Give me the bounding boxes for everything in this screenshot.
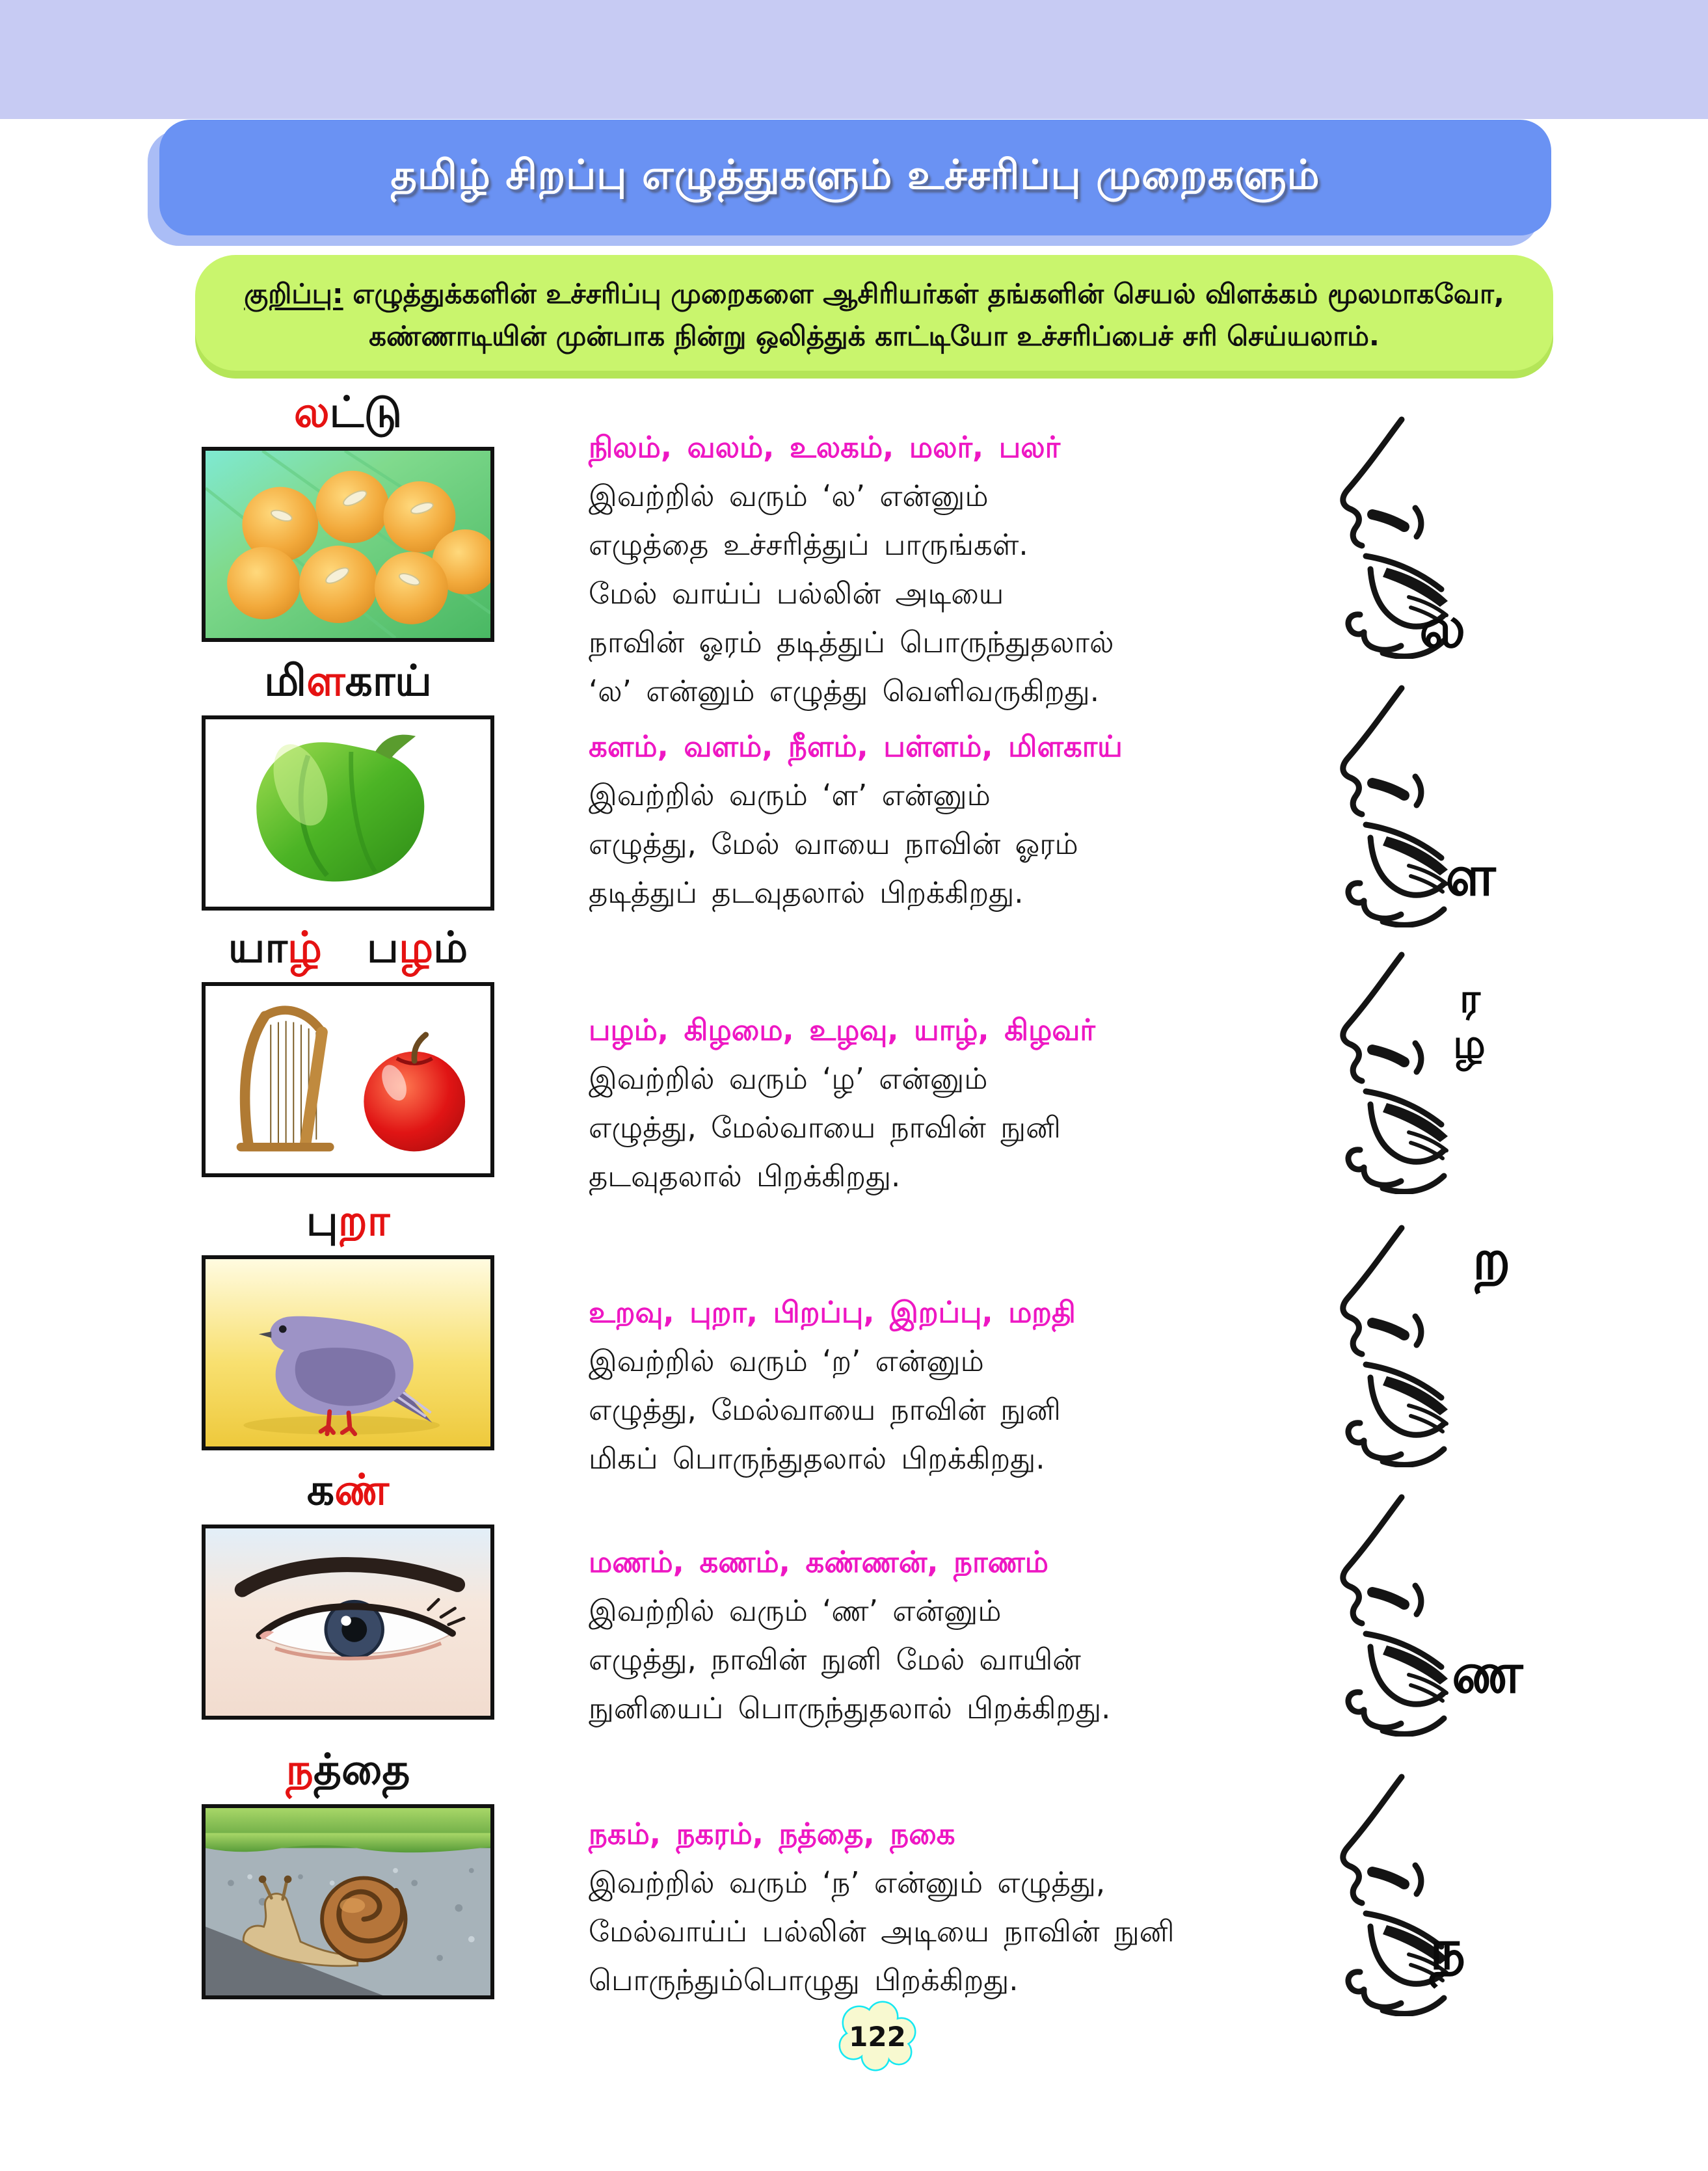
body-line: எழுத்து, நாவின் நுனி மேல் வாயின் xyxy=(589,1642,1081,1677)
body-line: எழுத்தை உச்சரித்துப் பாருங்கள். xyxy=(589,527,1028,562)
heading-part: மி xyxy=(264,656,307,706)
body-line: எழுத்து, மேல்வாயை நாவின் நுனி xyxy=(589,1392,1061,1427)
snail-photo xyxy=(202,1804,494,1999)
heading-part: ட்டு xyxy=(329,387,403,437)
heading-part: ழ xyxy=(399,922,434,972)
mouth-diagram xyxy=(1268,1763,1574,2023)
body-line: இவற்றில் வரும் ‘ள’ என்னும் xyxy=(589,778,991,812)
diagram-letter: ண xyxy=(1452,1641,1523,1706)
heading-part: ழ் xyxy=(287,922,322,972)
section-na xyxy=(0,1744,1708,2024)
diagram-letter: ற xyxy=(1473,1227,1511,1292)
body-line: தடவுதலால் பிறக்கிறது. xyxy=(589,1159,901,1193)
heading-part: ந xyxy=(286,1744,314,1794)
body-line: இவற்றில் வரும் ‘ற’ என்னும் xyxy=(589,1344,984,1378)
laddu-photo xyxy=(202,447,494,642)
mouth-diagram xyxy=(1268,1483,1574,1743)
diagram-letter: ள xyxy=(1445,844,1496,909)
word-heading xyxy=(202,656,494,712)
green-chilli-photo xyxy=(202,715,494,911)
diagram-letter: ழ xyxy=(1453,1020,1486,1067)
body-line: ‘ல’ என்னும் எழுத்து வெளிவருகிறது. xyxy=(589,674,1100,708)
example-words: உறவு, புறா, பிறப்பு, இறப்பு, மறதி xyxy=(589,1295,1076,1329)
body-line: தடித்துப் தடவுதலால் பிறக்கிறது. xyxy=(589,875,1024,910)
heading-part: யா xyxy=(228,922,287,972)
mouth-diagram xyxy=(1268,940,1574,1201)
mouth-diagram xyxy=(1268,674,1574,934)
heading-part: றா xyxy=(338,1195,390,1245)
body-line: நுனியைப் பொருந்துதலால் பிறக்கிறது. xyxy=(589,1691,1111,1725)
example-words: நிலம், வலம், உலகம், மலர், பலர் xyxy=(589,430,1061,464)
section-text xyxy=(589,656,1278,917)
body-line: எழுத்து, மேல் வாயை நாவின் ஓரம் xyxy=(589,827,1078,861)
heading-part: க xyxy=(306,1465,335,1515)
section-lla xyxy=(0,656,1708,935)
section-nna xyxy=(0,1465,1708,1744)
body-line: மேல் வாய்ப் பல்லின் அடியை xyxy=(589,576,1004,611)
heading-part: ம் xyxy=(433,922,468,972)
section-text xyxy=(589,1465,1278,1733)
heading-part: ள xyxy=(306,656,345,706)
heading-part: த்தை xyxy=(313,1744,410,1794)
body-line: மேல்வாய்ப் பல்லின் அடியை நாவின் நுனி xyxy=(589,1914,1175,1949)
word-heading xyxy=(202,1465,494,1521)
example-words: மணம், கணம், கண்ணன், நாணம் xyxy=(589,1545,1049,1579)
note-line-1 xyxy=(244,278,1504,313)
mouth-diagram xyxy=(1268,1214,1574,1474)
eye-photo xyxy=(202,1525,494,1720)
top-lavender-band xyxy=(0,0,1708,119)
note-line-1-text: எழுத்துக்களின் உச்சரிப்பு முறைகளை ஆசிரியர்கள் தங்களின் செயல் விளக்கம் மூலமாகவோ, xyxy=(343,278,1504,310)
page-title: தமிழ் சிறப்பு எழுத்துகளும் உச்சரிப்பு முறைகளும் xyxy=(390,151,1320,198)
heading-part: ண் xyxy=(334,1465,390,1515)
note-line-2: கண்ணாடியின் முன்பாக நின்று ஒலித்துக் காட்டியோ உச்சரிப்பைச் சரி செய்யலாம். xyxy=(369,320,1380,352)
word-heading xyxy=(202,387,494,443)
diagram-letter: ர xyxy=(1460,974,1481,1022)
heading-part: பு xyxy=(306,1195,338,1245)
example-words: நகம், நகரம், நத்தை, நகை xyxy=(589,1817,955,1851)
word-heading xyxy=(202,1744,494,1800)
body-line: பொருந்தும்பொழுது பிறக்கிறது. xyxy=(589,1963,1019,1997)
harp-apple-photo xyxy=(202,982,494,1177)
example-words: களம், வளம், நீளம், பள்ளம், மிளகாய் xyxy=(589,729,1123,764)
body-line: நாவின் ஓரம் தடித்துப் பொருந்துதலால் xyxy=(589,625,1114,659)
mouth-diagram xyxy=(1268,405,1574,665)
section-text xyxy=(589,1744,1278,2005)
body-line: எழுத்து, மேல்வாயை நாவின் நுனி xyxy=(589,1110,1061,1145)
heading-part: ப xyxy=(366,922,399,972)
body-line: இவற்றில் வரும் ‘ழ’ என்னும் xyxy=(589,1061,988,1096)
page-number: 122 xyxy=(849,2021,906,2053)
body-line: இவற்றில் வரும் ‘ல’ என்னும் xyxy=(589,479,989,513)
body-line: இவற்றில் வரும் ‘ந’ என்னும் எழுத்து, xyxy=(589,1865,1106,1900)
note-label: குறிப்பு: xyxy=(244,278,343,310)
section-zha xyxy=(0,922,1708,1202)
heading-part xyxy=(322,928,367,978)
title-banner xyxy=(159,120,1551,235)
diagram-letter: ந xyxy=(1430,1917,1466,1982)
body-line: மிகப் பொருந்துதலால் பிறக்கிறது. xyxy=(589,1441,1045,1476)
heading-part: காய் xyxy=(345,656,432,706)
diagram-letter: ல xyxy=(1419,596,1466,661)
section-text xyxy=(589,922,1278,1201)
page-number-badge xyxy=(834,2001,920,2072)
section-rra xyxy=(0,1195,1708,1475)
pigeon-photo xyxy=(202,1255,494,1450)
example-words: பழம், கிழமை, உழவு, யாழ், கிழவர் xyxy=(589,1013,1095,1047)
body-line: இவற்றில் வரும் ‘ண’ என்னும் xyxy=(589,1593,1002,1628)
word-heading xyxy=(202,922,494,978)
section-text xyxy=(589,1195,1278,1483)
word-heading xyxy=(202,1195,494,1251)
note-box xyxy=(195,255,1553,379)
heading-part: ல xyxy=(293,387,330,437)
